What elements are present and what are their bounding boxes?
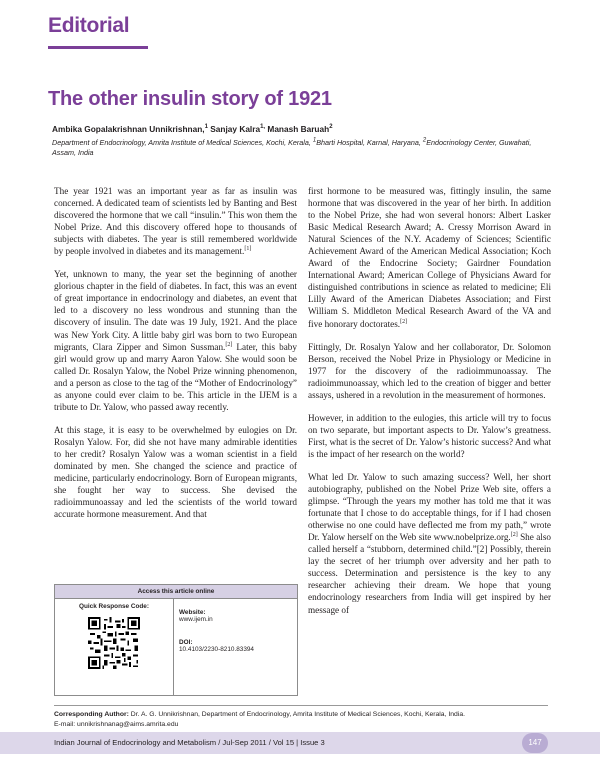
paragraph-text: first hormone to be measured was, fittingly insulin, the same hormone that was discovered in the year of her birth. In addition to the Nobel Prize, she had won several honors: Albert Lasker Basic Medical Research Award; A. Cressy Morrison Award in Natural Sciences of the N.Y. Academy of Sciences; Scientific Achievement Award of the American Medical Association; Koch Award of the Endocrine Society; Gairdner Foundation International Award; American College of Physicians Award for distinguished contributions in science as related to medicine; Eli Lilly Award of the American Diabetes Association; and First William S. Middleton Medical Research Award of the VA and five honorary doctorates.	[308, 186, 551, 329]
reference-marker[interactable]: [2]	[510, 532, 518, 539]
correspondence-label: Corresponding Author:	[54, 711, 129, 718]
page-number-badge: 147	[522, 733, 548, 753]
qr-panel	[55, 599, 174, 695]
paragraph-text: What led Dr. Yalow to such amazing success? Well, her short autobiography, published on the Nobel Prize Web site, offers a glimpse. “Through the years my mother has told me that it was fortunate that I chose to do acceptable things, for if I had chosen otherwise no one could have deflected me from my path,” wrote Dr. Yalow herself on the Web site www.nobelprize.org.	[308, 471, 551, 543]
correspondence-block	[54, 710, 548, 730]
doi-label: DOI:	[179, 639, 193, 646]
author-affil-sup: 1,	[260, 124, 266, 131]
paragraph-text: Yet, unknown to many, the year set the beginning of another glorious chapter in the field of diabetes. In fact, this was an event of great importance in endocrinology and diabetes, an event that led to a discovery no less wondrous and stunning than the discovery of insulin. The date was 19 July, 1921. And the place was New York City. A little baby girl was born to two European migrants, Clara Zipper and Simon Sussman.	[54, 269, 297, 352]
paragraph-text: However, in addition to the eulogies, this article will try to focus on two separate, but important aspects to Dr. Yalow’s greatness. First, what is the secret of Dr. Yalow’s historic success? And what is the impact of her research on the world?	[308, 412, 551, 459]
website-label: Website:	[179, 609, 206, 616]
correspondence-divider	[54, 705, 548, 706]
affiliation-text: Bharti Hospital, Karnal, Haryana,	[316, 138, 423, 147]
paragraph	[308, 471, 551, 616]
section-rule	[48, 46, 148, 49]
affiliation-sup: 2	[422, 137, 427, 144]
paragraph-text: Later, this baby girl would grow up and marry Aaron Yalow. She would soon be called Dr. Rosalyn Yalow, the Nobel Prize winning phenomenon, and a person as close to the tag of the “Mother of Endocrinology” as anyone could ever claim to be. This article in the IJEM is a tribute to Dr. Yalow, who passed away recently.	[54, 341, 297, 412]
paragraph-text: Fittingly, Dr. Rosalyn Yalow and her collaborator, Dr. Solomon Berson, received the Nobel Prize in Physiology or Medicine in 1977 for the discovery of the radioimmunoassay. The radioimmunoassay, which led to the creation of bigger and better assays, ushered in a revolution in the measurement of hormones.	[308, 341, 551, 400]
website-link[interactable]: www.ijem.in	[179, 616, 213, 623]
paragraph-text: At this stage, it is easy to be overwhelmed by eulogies on Dr. Rosalyn Yalow. For, did she not have many admirable identities to her credit? Rosalyn Yalow was a woman scientist in a field dominated by men. She changed the science and practice of medicine, particularly endocrinology. Born of European migrants, she fought her way to success. She devised the radioimmunoassay and led the scientists of the world toward accurate hormone measurement. And that	[54, 424, 297, 520]
paragraph	[308, 185, 551, 330]
paragraph	[308, 341, 551, 401]
affiliation-sup: 1	[312, 137, 317, 144]
doi-link[interactable]: 10.4103/2230-8210.83394	[179, 646, 254, 653]
paragraph	[54, 268, 297, 413]
affiliation-text: Endocrinology Center, Guwahati, Assam, India	[52, 138, 532, 157]
body-column-right	[308, 185, 551, 627]
paragraph	[54, 424, 297, 520]
body-column-left	[54, 185, 297, 531]
correspondence-line	[54, 710, 548, 720]
author-name: Sanjay Kalra	[210, 124, 261, 134]
access-box-heading: Access this article online	[55, 585, 297, 599]
author-list	[52, 124, 333, 134]
paragraph-text: The year 1921 was an important year as far as insulin was concerned. A dedicated team of scientists led by Banting and Best discovered the hormone that we call “insulin.” This won them the Nobel Prize. And this discovery offered hope to thousands of subjects with diabetes. The year is still remembered worldwide by people involved in diabetes and its management.	[54, 186, 297, 257]
paragraph	[54, 185, 297, 257]
correspondence-email[interactable]: E-mail: unnikrishnanag@aims.amrita.edu	[54, 721, 179, 728]
author-name: Manash Baruah	[267, 124, 330, 134]
affiliations	[52, 138, 552, 158]
qr-code-icon[interactable]	[88, 617, 140, 669]
access-online-box	[54, 584, 298, 696]
link-panel	[179, 609, 295, 669]
paragraph	[308, 412, 551, 460]
section-label: Editorial	[48, 14, 130, 37]
reference-marker[interactable]: [2]	[400, 318, 408, 325]
affiliation-text: Department of Endocrinology, Amrita Institute of Medical Sciences, Kochi, Kerala,	[52, 138, 313, 147]
correspondence-text: Dr. A. G. Unnikrishnan, Department of Endocrinology, Amrita Institute of Medical Sciences, Kochi, Kerala, India.	[128, 711, 465, 718]
author-affil-sup: 2	[329, 124, 333, 131]
qr-label: Quick Response Code:	[79, 603, 149, 610]
paragraph-text: She also called herself a “stubborn, determined child.”[2] Possibly, therein lay the secret of her triumph over adversity and her path to success. Determination and persistence is the key to any researcher achieving their dream. We hope that young endocrinology researchers from India will get inspired by her message of	[308, 532, 551, 615]
footer-journal-info: Indian Journal of Endocrinology and Metabolism / Jul-Sep 2011 / Vol 15 | Issue 3	[54, 738, 325, 747]
author-name: Ambika Gopalakrishnan Unnikrishnan,	[52, 124, 205, 134]
author-affil-sup: 1	[204, 124, 208, 131]
article-title: The other insulin story of 1921	[48, 88, 332, 110]
reference-marker[interactable]: [2]	[225, 341, 233, 348]
reference-marker[interactable]: [1]	[244, 246, 252, 253]
